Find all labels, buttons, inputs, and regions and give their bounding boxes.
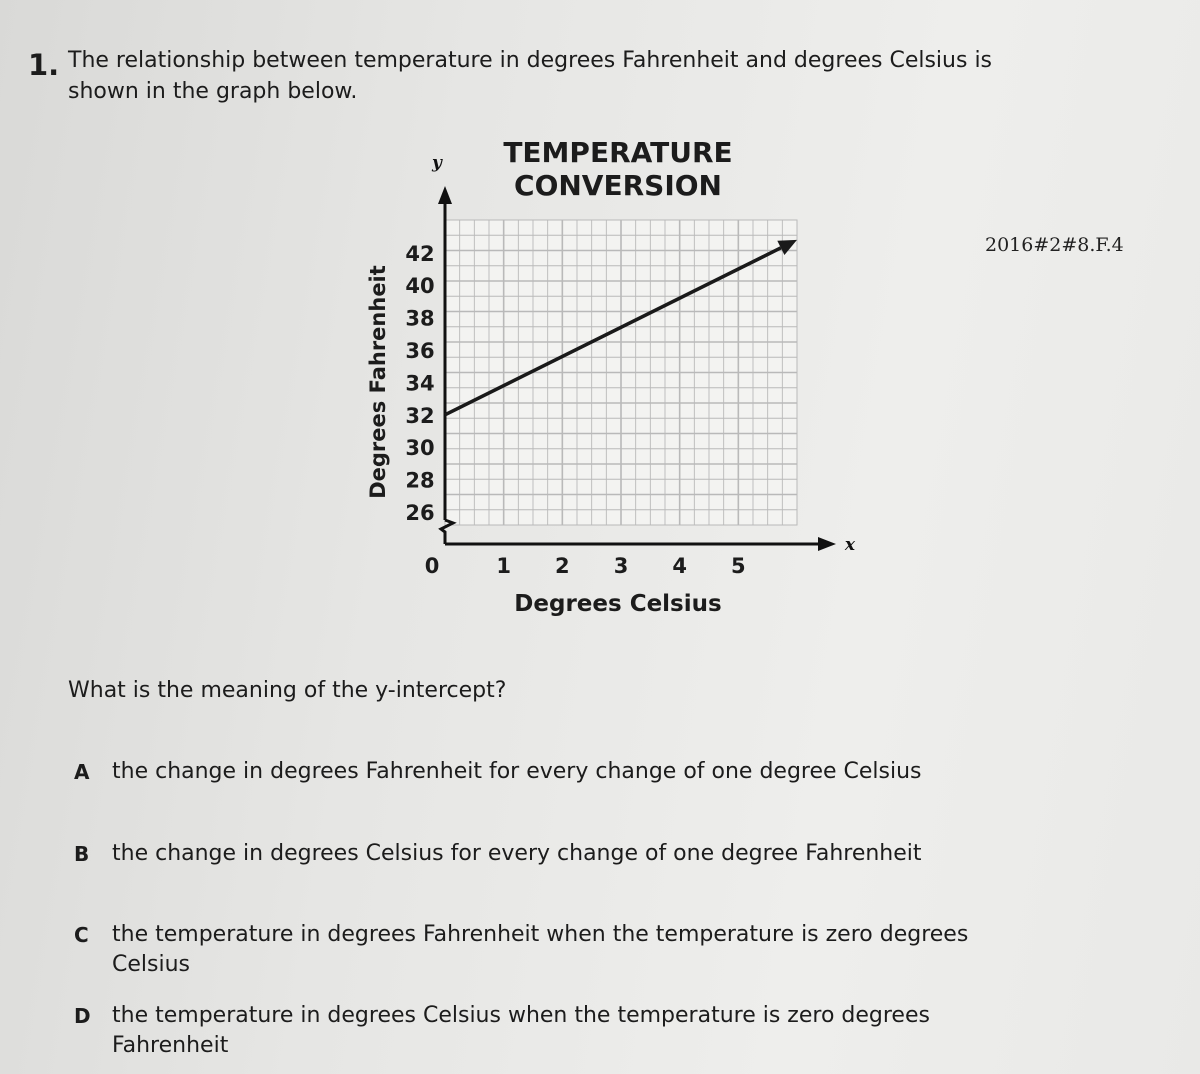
y-tick-label: 28 [405, 468, 435, 493]
y-tick-label: 40 [405, 274, 435, 299]
y-axis-title: Degrees Fahrenheit [366, 265, 390, 499]
x-axis-letter: x [844, 535, 856, 555]
y-tick-label: 34 [405, 371, 435, 396]
choice-text: the temperature in degrees Celsius when the temperature is zero degrees Fahrenheit [112, 1003, 930, 1058]
answer-choice-b[interactable] [74, 839, 1024, 870]
y-axis-letter: y [432, 153, 442, 173]
x-tick-label: 5 [731, 554, 746, 578]
chart-title-line-2: CONVERSION [514, 169, 722, 202]
choice-letter: A [74, 760, 90, 784]
question-stem-line-2: shown in the graph below. [68, 79, 358, 104]
question-stem-line-1: The relationship between temperature in degrees Fahrenheit and degrees Celsius is [68, 48, 993, 73]
choice-text: the temperature in degrees Fahrenheit when the temperature is zero degrees Celsius [112, 922, 969, 977]
x-tick-label: 2 [555, 554, 570, 578]
x-tick-label: 1 [496, 554, 511, 578]
y-tick-label: 36 [405, 339, 435, 363]
question-prompt: What is the meaning of the y-intercept? [68, 678, 507, 703]
x-tick-label: 3 [613, 554, 629, 578]
chart-title-line-1: TEMPERATURE [503, 136, 733, 169]
question-number: 1. [28, 48, 60, 82]
y-tick-label: 32 [405, 403, 435, 428]
choice-text: the change in degrees Celsius for every change of one degree Fahrenheit [112, 841, 922, 866]
y-tick-label: 26 [405, 501, 435, 525]
x-axis-arrow [818, 537, 836, 551]
answer-choice-c[interactable] [74, 920, 1024, 980]
x-tick-label: 4 [672, 554, 687, 578]
choice-letter: B [74, 842, 90, 866]
y-axis-arrow [438, 186, 452, 204]
x-axis-title: Degrees Celsius [514, 591, 722, 617]
answer-choice-a[interactable] [74, 757, 1024, 788]
answer-choice-d[interactable] [74, 1001, 1024, 1061]
choice-letter: C [74, 923, 89, 947]
y-tick-label: 38 [405, 306, 435, 331]
y-tick-label: 42 [405, 241, 435, 266]
choice-letter: D [74, 1004, 91, 1028]
y-tick-label: 30 [405, 436, 435, 461]
reference-code: 2016#2#8.F.4 [985, 234, 1124, 256]
origin-label: 0 [424, 554, 440, 578]
choice-text: the change in degrees Fahrenheit for every change of one degree Celsius [112, 759, 922, 784]
